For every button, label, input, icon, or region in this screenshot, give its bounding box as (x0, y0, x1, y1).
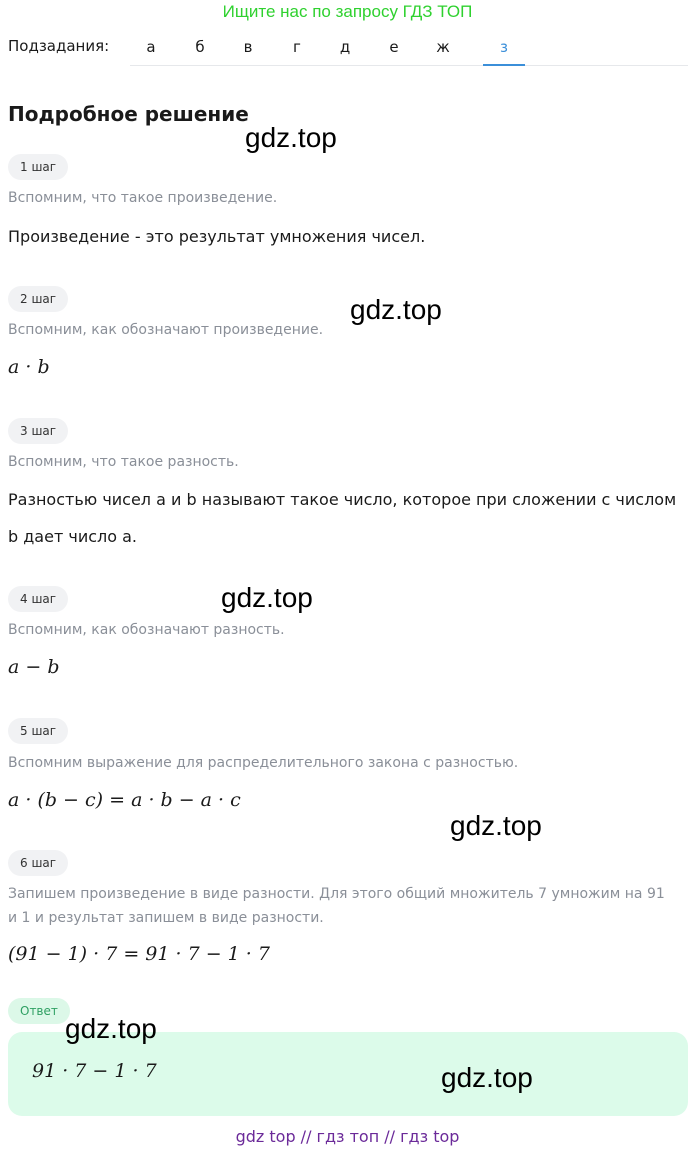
answer-badge: Ответ (8, 998, 70, 1024)
step-1-hint: Вспомним, что такое произведение. (8, 190, 278, 206)
step-3-badge: 3 шаг (8, 418, 68, 444)
tab-zh[interactable]: ж (436, 38, 450, 56)
watermark: gdz.top (245, 122, 337, 153)
step-6-math: (91 − 1) · 7 = 91 · 7 − 1 · 7 (8, 943, 270, 965)
step-6-hint-line-2: и 1 и результат запишем в виде разности. (8, 910, 324, 926)
step-1-text: Произведение - это результат умножения чисел. (8, 227, 426, 246)
step-2-badge: 2 шаг (8, 286, 68, 312)
subtasks-bar (8, 34, 688, 66)
section-title: Подробное решение (8, 102, 249, 126)
tab-g[interactable]: г (293, 38, 301, 56)
step-4-math: a − b (8, 656, 60, 678)
watermark: gdz.top (350, 294, 442, 325)
tab-e[interactable]: е (389, 38, 399, 56)
watermark: gdz.top (221, 582, 313, 613)
step-1-badge: 1 шаг (8, 154, 68, 180)
watermark: gdz.top (441, 1062, 533, 1093)
footer-links[interactable]: gdz top // гдз топ // гдз top (235, 1127, 460, 1146)
subtasks-label: Подзадания: (8, 37, 110, 55)
tab-d[interactable]: д (339, 38, 351, 56)
watermark: gdz.top (65, 1013, 157, 1044)
tab-b[interactable]: б (195, 38, 205, 56)
subtasks-tabs (130, 34, 688, 66)
step-4-hint: Вспомним, как обозначают разность. (8, 622, 285, 638)
step-5-hint: Вспомним выражение для распределительного закона с разностью. (8, 755, 519, 771)
watermark: gdz.top (450, 810, 542, 841)
promo-banner: Ищите нас по запросу ГДЗ ТОП (222, 2, 473, 21)
answer-math: 91 · 7 − 1 · 7 (32, 1060, 157, 1082)
step-3-text-line-2: b дает число а. (8, 527, 137, 546)
step-5-math: a · (b − c) = a · b − a · c (8, 789, 241, 811)
step-6-hint-line-1: Запишем произведение в виде разности. Для этого общий множитель 7 умножим на 91 (8, 886, 665, 902)
step-3-text-line-1: Разностью чисел а и b называют такое число, которое при сложении с числом (8, 490, 677, 509)
step-2-hint: Вспомним, как обозначают произведение. (8, 322, 324, 338)
step-6-badge: 6 шаг (8, 850, 68, 876)
tab-v[interactable]: в (243, 38, 253, 56)
step-5-badge: 5 шаг (8, 718, 68, 744)
step-4-badge: 4 шаг (8, 586, 68, 612)
step-3-hint: Вспомним, что такое разность. (8, 454, 239, 470)
step-2-math: a · b (8, 356, 50, 378)
tab-z[interactable]: з (483, 38, 525, 66)
tab-a[interactable]: а (146, 38, 156, 56)
